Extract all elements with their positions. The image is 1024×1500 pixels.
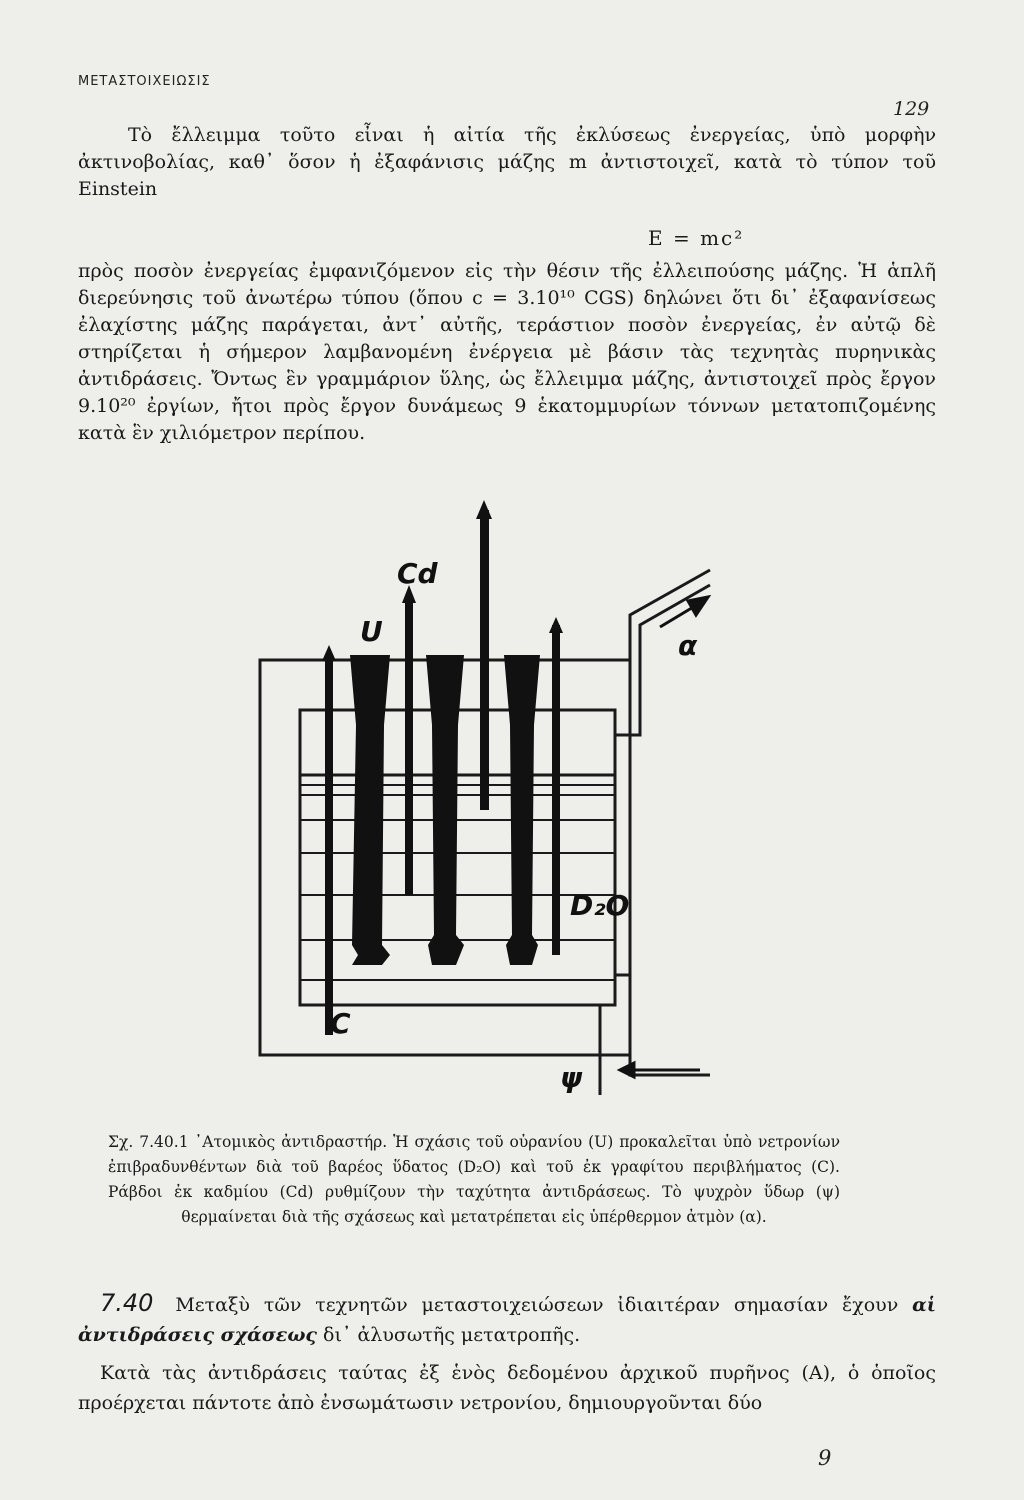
cadmium-rod	[325, 655, 333, 1035]
steam-outlet-pipe-wall	[630, 570, 710, 660]
rod-arrowhead	[322, 645, 336, 661]
paragraph-mass-energy: πρὸς ποσὸν ἐνεργείας ἐμφανιζόμενον εἰς τὴν θέσιν τῆς ἐλλειπούσης μάζης. Ἡ ἁπλῆ διερεύνησις τοῦ ἀνωτέρω τύπου (ὅπου c = 3.10¹⁰ CGS) δηλώνει ὅτι δι᾽ ἐξαφανίσεως ἐλαχίστης μάζης παράγεται, ἀντ᾽ αὐτῆς, τεράστιον ποσὸν ἐνεργείας, ἐν αὐτῷ δὲ στηρίζεται ἡ σήμερον λαμβανομένη ἐνέργεια μὲ βάσιν τὰς τεχνητὰς πυρηνικὰς ἀντιδράσεις. Ὄντως ἓν γραμμάριον ὕλης, ὡς ἔλλειμμα μάζης, ἀντιστοιχεῖ πρὸς ἔργον 9.10²⁰ ἐργίων, ἤτοι πρὸς ἔργον δυνάμεως 9 ἑκατομμυρίων τόννων μετατοπιζομένης κατὰ ἓν χιλιόμετρον περίπου.	[78, 260, 936, 444]
section-key-term: αἱ ἀντιδράσεις σχάσεως	[78, 1294, 936, 1346]
paragraph-einstein-intro: Τὸ ἔλλειμμα τοῦτο εἶναι ἡ αἰτία τῆς ἐκλύσεως ἐνεργείας, ὑπὸ μορφὴν ἀκτινοβολίας, καθ᾽ ὅσον ἡ ἐξαφάνισις μάζης m ἀντιστοιχεῖ, κατὰ τὸ τύπον τοῦ Einstein	[78, 124, 936, 200]
running-head: ΜΕΤΑΣΤΟΙΧΕΙΩΣΙΣ	[78, 74, 211, 89]
formula-e-mc2: E = mc²	[648, 226, 745, 250]
cadmium-rod	[405, 595, 413, 895]
section-text-start: Μεταξὺ τῶν τεχνητῶν μεταστοιχειώσεων ἰδιαιτέραν σημασίαν ἔχουν	[175, 1294, 899, 1316]
uranium-rod	[504, 655, 540, 965]
flow-arrows	[620, 597, 708, 1077]
cadmium-rod	[552, 625, 560, 955]
label-heavy-water: D₂O	[570, 889, 630, 922]
paragraph-fission-reactions: Κατὰ τὰς ἀντιδράσεις ταύτας ἐξ ἑνὸς δεδομένου ἀρχικοῦ πυρῆνος (A), ὁ ὁποῖος προέρχεται πάντοτε ἀπὸ ἐνσωμάτωσιν νετρονίου, δημιουργοῦνται δύο	[78, 1362, 936, 1414]
uranium-rod	[350, 655, 390, 965]
section-text-end: δι᾽ ἀλυσωτῆς μετατροπῆς.	[323, 1324, 581, 1346]
uranium-rod	[426, 655, 464, 965]
label-graphite: C	[330, 1007, 351, 1040]
water-inlet-pipe	[615, 975, 710, 1075]
paragraph-section-7-40	[78, 1288, 936, 1350]
cadmium-rod	[480, 510, 489, 810]
page-number: 129	[893, 98, 930, 120]
uranium-rods	[350, 655, 540, 965]
label-cold-water: ψ	[560, 1061, 583, 1094]
rod-arrowhead	[549, 617, 563, 633]
label-cadmium: Cd	[397, 557, 438, 590]
figure-caption: Σχ. 7.40.1 ᾽Ατομικὸς ἀντιδραστήρ. Ἡ σχάσις τοῦ οὐρανίου (U) προκαλεῖται ὑπὸ νετρονίων ἐπιβραδυνθέντων διὰ τοῦ βαρέος ὕδατος (D₂O) καὶ τοῦ ἐκ γραφίτου περιβλήματος (C). Ράβδοι ἐκ καδμίου (Cd) ρυθμίζουν τὴν ταχύτητα ἀντιδράσεως. Τὸ ψυχρὸν ὕδωρ (ψ) θερμαίνεται διὰ τῆς σχάσεως καὶ μετατρέπεται εἰς ὑπέρθερμον ἀτμὸν (α).	[108, 1133, 840, 1226]
label-uranium: U	[360, 615, 383, 648]
steam-arrowhead	[688, 597, 708, 615]
section-number: 7.40	[100, 1289, 154, 1317]
water-arrowhead	[620, 1063, 634, 1077]
reactor-figure	[230, 495, 730, 1095]
signature-mark: 9	[818, 1446, 832, 1470]
rod-arrowhead	[476, 500, 492, 519]
label-steam: α	[678, 629, 698, 662]
